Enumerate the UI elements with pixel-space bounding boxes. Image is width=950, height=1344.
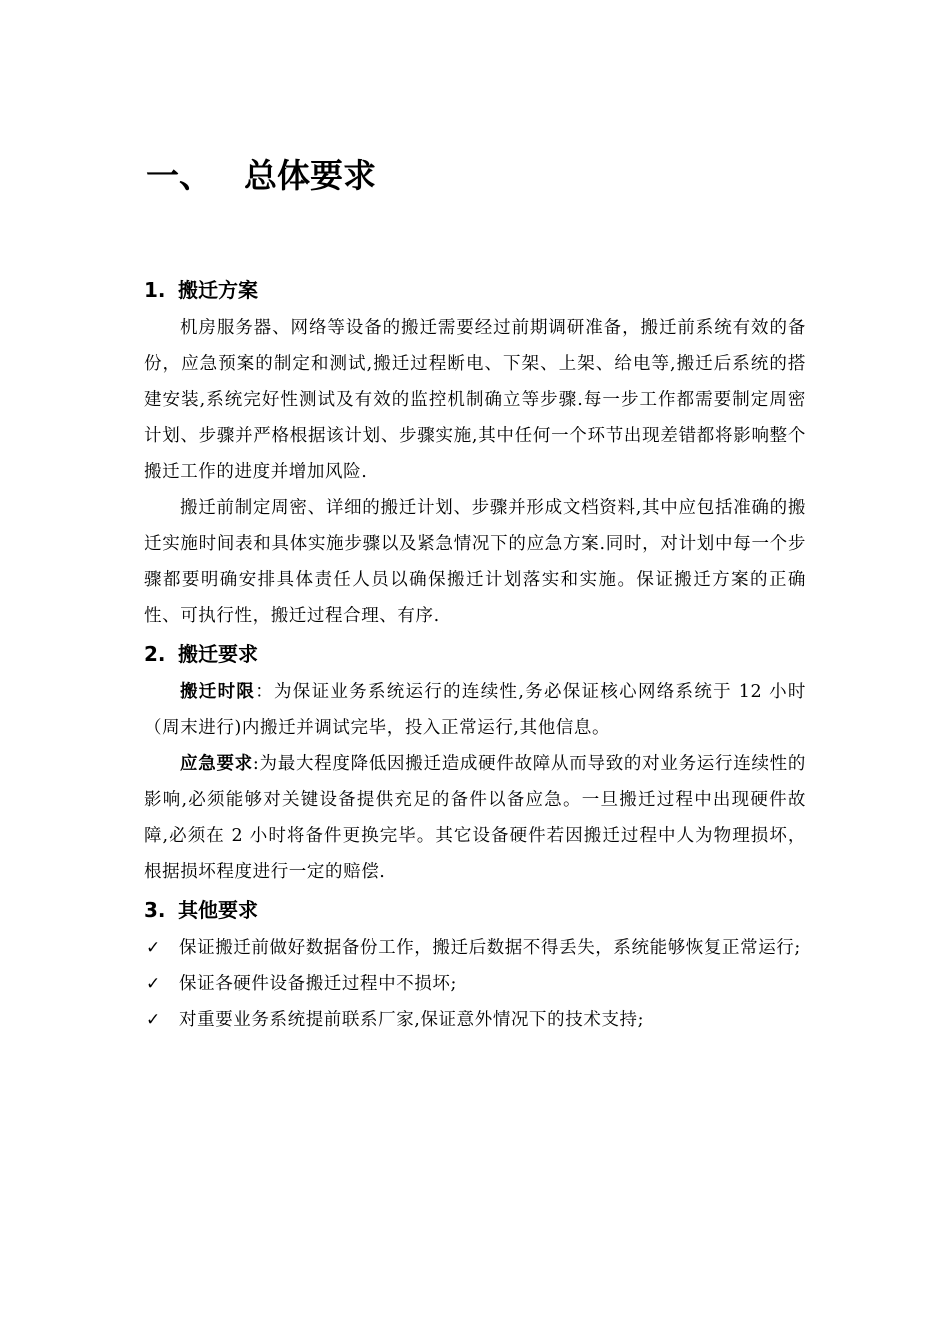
checklist-item-text: 对重要业务系统提前联系厂家,保证意外情况下的技术支持;: [179, 1010, 645, 1030]
requirement-text: :为最大程度降低因搬迁造成硬件故障从而导致的对业务运行连续性的影响,必须能够对关键设备提供充足的备件以备应急。一旦搬迁过程中出现硬件故障,必须在 2 小时将备件更换完毕。其它设备硬件若因搬迁过程中人为物理损坏，根据损坏程度进行一定的赔偿.: [144, 754, 806, 882]
requirement-text: ：为保证业务系统运行的连续性,务必保证核心网络系统于 12 小时（周末进行)内搬迁并调试完毕，投入正常运行,其他信息。: [144, 682, 806, 738]
check-mark-icon: ✓: [146, 974, 161, 994]
chapter-title: 总体要求: [244, 156, 376, 195]
checklist-item-text: 保证各硬件设备搬迁过程中不损坏;: [179, 974, 457, 994]
paragraph: 机房服务器、网络等设备的搬迁需要经过前期调研准备，搬迁前系统有效的备份，应急预案的制定和测试,搬迁过程断电、下架、上架、给电等,搬迁后系统的搭建安装,系统完好性测试及有效的监控机制确立等步骤.每一步工作都需要制定周密计划、步骤并严格根据该计划、步骤实施,其中任何一个环节出现差错都将影响整个搬迁工作的进度并增加风险.: [144, 318, 806, 482]
paragraph: 搬迁前制定周密、详细的搬迁计划、步骤并形成文档资料,其中应包括准确的搬迁实施时间表和具体实施步骤以及紧急情况下的应急方案.同时，对计划中每一个步骤都要明确安排具体责任人员以确保搬迁计划落实和实施。保证搬迁方案的正确性、可执行性，搬迁过程合理、有序.: [144, 498, 806, 626]
section-heading-relocation-requirements: [144, 634, 806, 674]
checklist-item: [144, 930, 806, 966]
requirement-emergency: [144, 746, 806, 890]
checklist-item: [144, 1002, 806, 1038]
requirement-lead: 搬迁时限: [180, 682, 256, 702]
chapter-heading: [146, 152, 376, 200]
check-mark-icon: ✓: [146, 938, 161, 958]
section-heading-other-requirements: [144, 890, 806, 930]
check-mark-icon: ✓: [146, 1010, 161, 1030]
requirement-lead: 应急要求: [180, 754, 253, 774]
checklist: [144, 930, 806, 1038]
checklist-item: [144, 966, 806, 1002]
section-title: 搬迁方案: [178, 278, 258, 302]
requirement-time-limit: [144, 674, 806, 746]
chapter-number: 一、: [146, 156, 212, 195]
section-title: 其他要求: [178, 898, 258, 922]
section-number: 2.: [144, 642, 166, 666]
document-body: [144, 270, 806, 1038]
section-number: 1.: [144, 278, 166, 302]
checklist-item-text: 保证搬迁前做好数据备份工作，搬迁后数据不得丢失，系统能够恢复正常运行;: [179, 938, 801, 958]
section-heading-relocation-plan: [144, 270, 806, 310]
section-title: 搬迁要求: [178, 642, 258, 666]
section-number: 3.: [144, 898, 166, 922]
